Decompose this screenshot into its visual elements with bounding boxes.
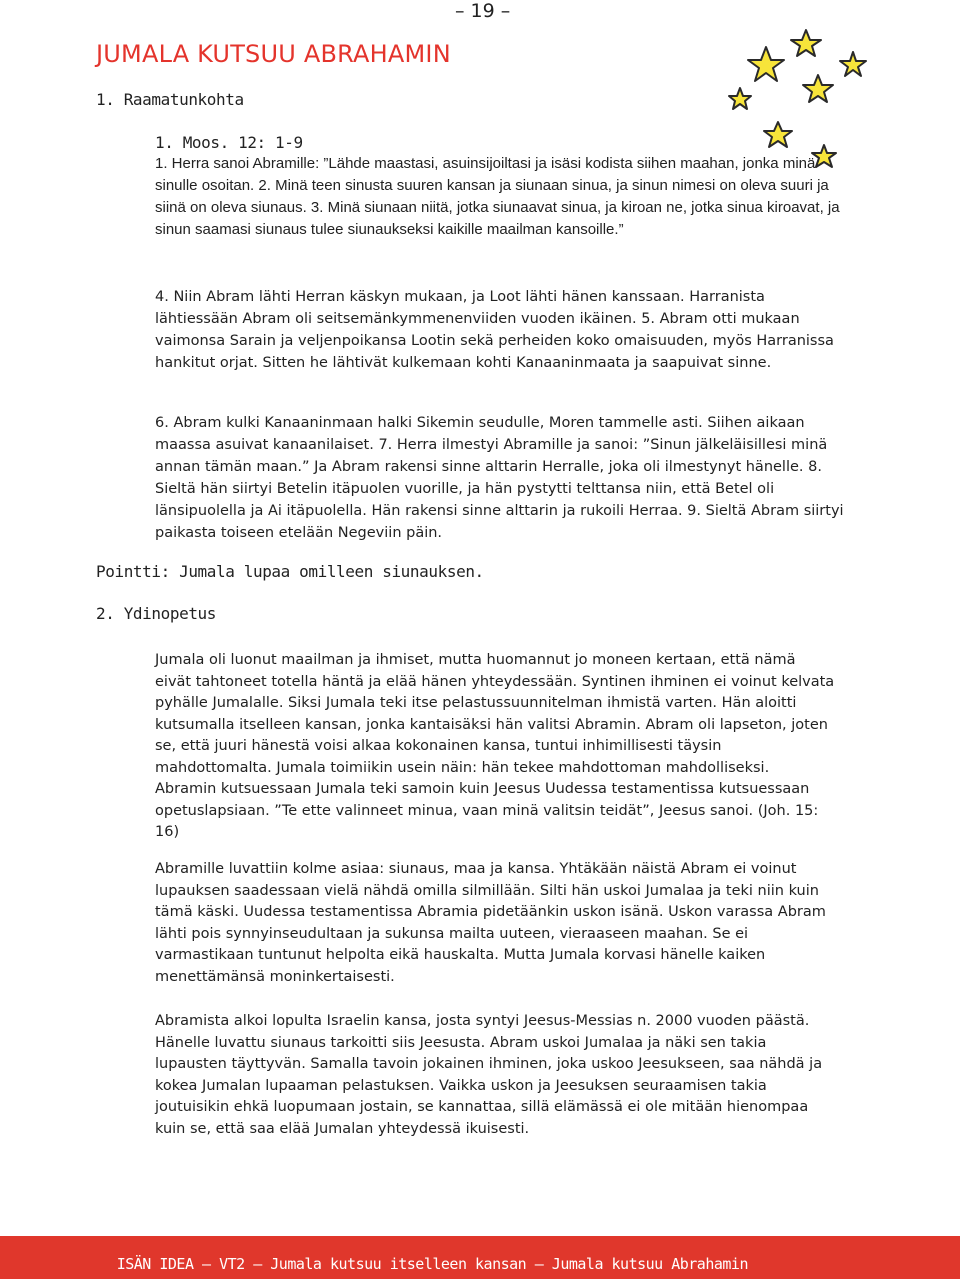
star-icon — [729, 88, 751, 109]
bible-verses-6-9: 6. Abram kulki Kanaaninmaan halki Sikemin seudulle, Moren tammelle asti. Siihen aikaan maassa asuivat kanaanilaiset. 7. Herra ilmestyi Abramille ja sanoi: ”Sinun jälkeläisillesi minä annan tämän maan.” Ja Abram rakensi sinne alttarin Herralle, joka oli ilmestynyt hänelle. 8. Sieltä hän siirtyi Betelin itäpuolen vuorille, ja hän pystytti telttansa niin, että Betel oli länsipuolella ja Ai itäpuolella. Hän rakensi sinne alttarin ja rukoili Herraa. 9. Sieltä Abram siirtyi paikasta toiseen etelään Negeviin päin. — [155, 415, 844, 541]
star-icon — [840, 52, 866, 76]
pointti-line: Pointti: Jumala lupaa omilleen siunauksen. — [96, 562, 484, 581]
star-icon — [764, 122, 792, 147]
bible-verses-1-3: 1. Herra sanoi Abramille: ”Lähde maastasi, asuinsijoiltasi ja isäsi kodista siihen maahan, jonka minä sinulle osoitan. 2. Minä teen sinusta suuren kansan ja siunaan sinua, ja sinun nimesi on oleva suuri ja siinä on oleva siunaus. 3. Minä siunaan niitä, jotka siunaavat sinua, ja kiroan ne, jotka sinua kiroavat, ja sinun saamasi siunaus tulee siunaukseksi kaikille maailman kansoille.” — [155, 155, 840, 238]
footer-bar — [0, 1236, 960, 1279]
star-icon — [748, 47, 784, 81]
section-heading-raamatunkohta: 1. Raamatunkohta — [96, 90, 244, 109]
bible-verses-4-5: 4. Niin Abram lähti Herran käskyn mukaan, ja Loot lähti hänen kanssaan. Harranista lähtiessään Abram oli seitsemänkymmenenviiden vuoden ikäinen. 5. Abram otti mukaan vaimonsa Sarain ja veljenpoikansa Lootin sekä perheiden koko omaisuuden, myös Harranissa hankitut orjat. Sitten he lähtivät kulkemaan kohti Kanaaninmaata ja saapuivat sinne. — [155, 289, 834, 371]
star-icon — [791, 30, 821, 56]
page-number: – 19 – — [455, 0, 511, 22]
star-icon — [803, 75, 833, 102]
stars-decoration — [720, 22, 870, 172]
page-title: JUMALA KUTSUU ABRAHAMIN — [96, 40, 451, 68]
body-paragraph: Abramille luvattiin kolme asiaa: siunaus, maa ja kansa. Yhtäkään näistä Abram ei voinut lupauksen saadessaan vielä nähdä omilla silmillään. Silti hän uskoi Jumalaa ja teki niin kuin tämä käski. Uudessa testamentissa Abramia pidetäänkin uskon isänä. Uskon varassa Abram lähti pois synnyinseudultaan ja sukunsa mailta uuteen, vieraaseen maahan. Se ei varmastikaan tuntunut helpolta eikä hauskalta. Mutta Jumala korvasi hänelle kaiken menettämänsä moninkertaisesti. — [155, 861, 826, 985]
body-paragraph: Jumala oli luonut maailman ja ihmiset, mutta huomannut jo moneen kertaan, että nämä eivät tahtoneet totella häntä ja elää hänen yhteydessään. Syntinen ihminen ei voinut kelvata pyhälle Jumalalle. Siksi Jumala teki itse pelastussuunnitelman ihmistä varten. Hän aloitti kutsumalla itselleen kansan, jonka kantaisäksi hän valitsi Abramin. Abram oli lapseton, joten se, että juuri hänestä voisi alkaa kokonainen kansa, tuntui inhimillisesti täysin mahdottomalta. Jumala toimiikin usein näin: hän tekee mahdottoman mahdolliseksi. Abramin kutsuessaan Jumala teki samoin kuin Jeesus Uudessa testamentissa kutsuessaan opetuslapsiaan. ”Te ette valinneet minua, vaan minä valitsin teidät”, Jeesus sanoi. (Joh. 15: 16) — [155, 652, 835, 840]
bible-reference: 1. Moos. 12: 1-9 — [155, 133, 303, 152]
body-paragraph: Abramista alkoi lopulta Israelin kansa, josta syntyi Jeesus-Messias n. 2000 vuoden päästä. Hänelle luvattu siunaus tarkoitti siis Jeesusta. Abram uskoi Jumalaa ja näki sen takia lupausten täyttyvän. Samalla tavoin jokainen ihminen, joka uskoo Jeesukseen, saa nähdä ja kokea Jumalan lupaaman pelastuksen. Vaikka uskon ja Jeesuksen seuraamisen takia joutuisikin ehkä luopumaan jostain, se kannattaa, sillä elämässä ei ole mitään hienompaa kuin se, että saa elää Jumalan yhteydessä ikuisesti. — [155, 1013, 823, 1137]
footer-text: ISÄN IDEA – VT2 – Jumala kutsuu itselleen kansan – Jumala kutsuu Abrahamin — [116, 1255, 748, 1273]
section-heading-ydinopetus: 2. Ydinopetus — [96, 604, 217, 623]
